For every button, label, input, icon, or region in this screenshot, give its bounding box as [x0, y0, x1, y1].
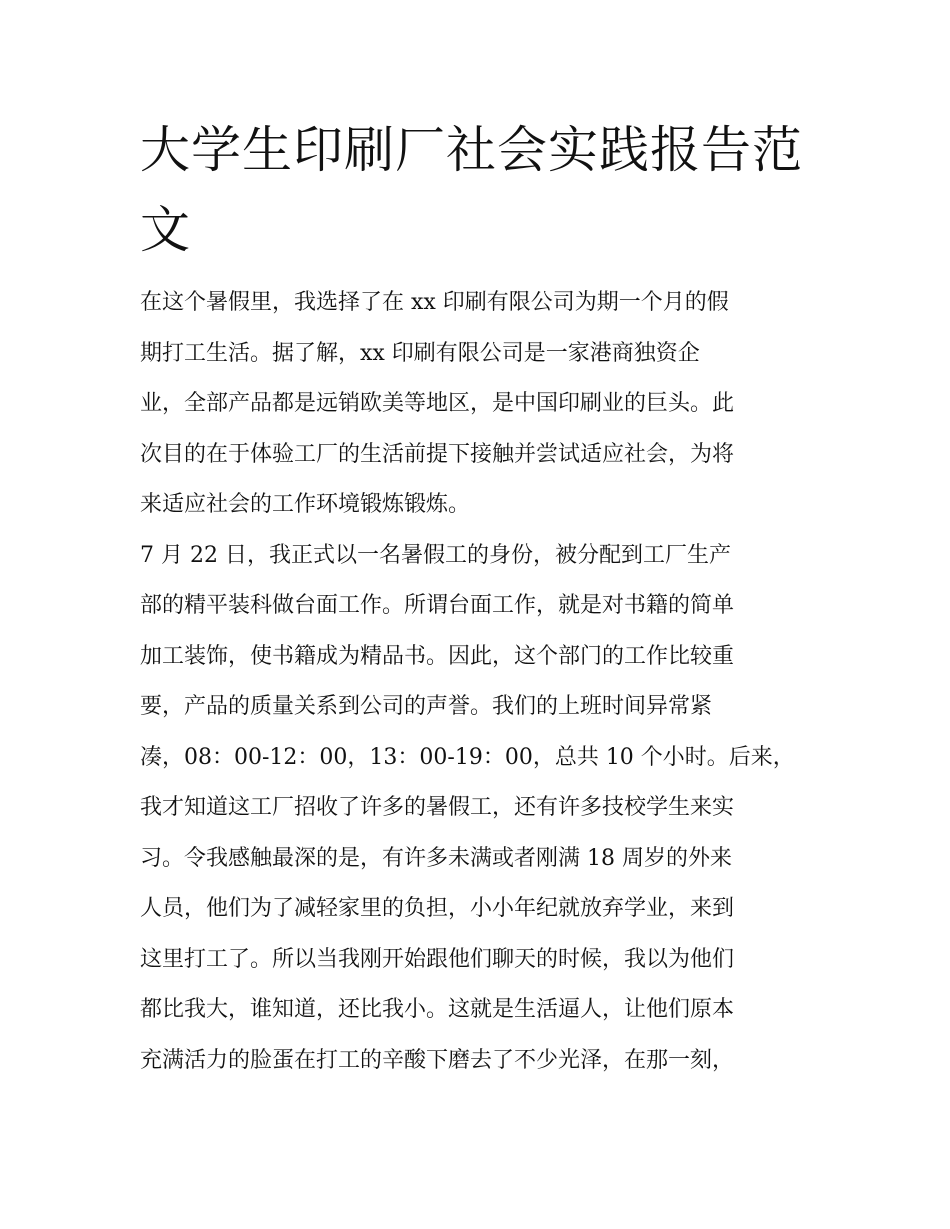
- text-line: 我才知道这工厂招收了许多的暑假工，还有许多技校学生来实: [140, 795, 735, 820]
- text-line: 部的精平装科做台面工作。所谓台面工作，就是对书籍的简单: [140, 593, 735, 618]
- text-line: 业，全部产品都是远销欧美等地区，是中国印刷业的巨头。此: [140, 391, 735, 416]
- text-line: 要，产品的质量关系到公司的声誉。我们的上班时间异常紧: [140, 694, 713, 719]
- text-line: 期打工生活。据了解，xx 印刷有限公司是一家港商独资企: [140, 340, 700, 366]
- text-line: 都比我大，谁知道，还比我小。这就是生活逼人，让他们原本: [140, 997, 735, 1022]
- text-line: 来适应社会的工作环境锻炼锻炼。: [140, 492, 471, 517]
- text-line: 人员，他们为了减轻家里的负担，小小年纪就放弃学业，来到: [140, 896, 735, 921]
- text-line: 次目的在于体验工厂的生活前提下接触并尝试适应社会，为将: [140, 441, 735, 467]
- text-line: 在这个暑假里，我选择了在 xx 印刷有限公司为期一个月的假: [140, 290, 729, 315]
- title-line: 大学生印刷厂社会实践报告范: [140, 121, 803, 179]
- text-line: 充满活力的脸蛋在打工的辛酸下磨去了不少光泽，在那一刻，: [140, 1047, 735, 1073]
- text-line: 加工装饰，使书籍成为精品书。因此，这个部门的工作比较重: [140, 643, 735, 669]
- text-line: 这里打工了。所以当我刚开始跟他们聊天的时候，我以为他们: [140, 946, 735, 972]
- text-line: 7 月 22 日，我正式以一名暑假工的身份，被分配到工厂生产: [140, 542, 731, 568]
- document-title: [140, 110, 830, 270]
- document-body: [140, 278, 820, 1086]
- text-line: 凑，08：00-12：00，13：00-19：00，总共 10 个小时。后来，: [140, 744, 795, 770]
- text-line: 习。令我感触最深的是，有许多未满或者刚满 18 周岁的外来: [140, 845, 732, 871]
- title-line: 文: [140, 201, 191, 259]
